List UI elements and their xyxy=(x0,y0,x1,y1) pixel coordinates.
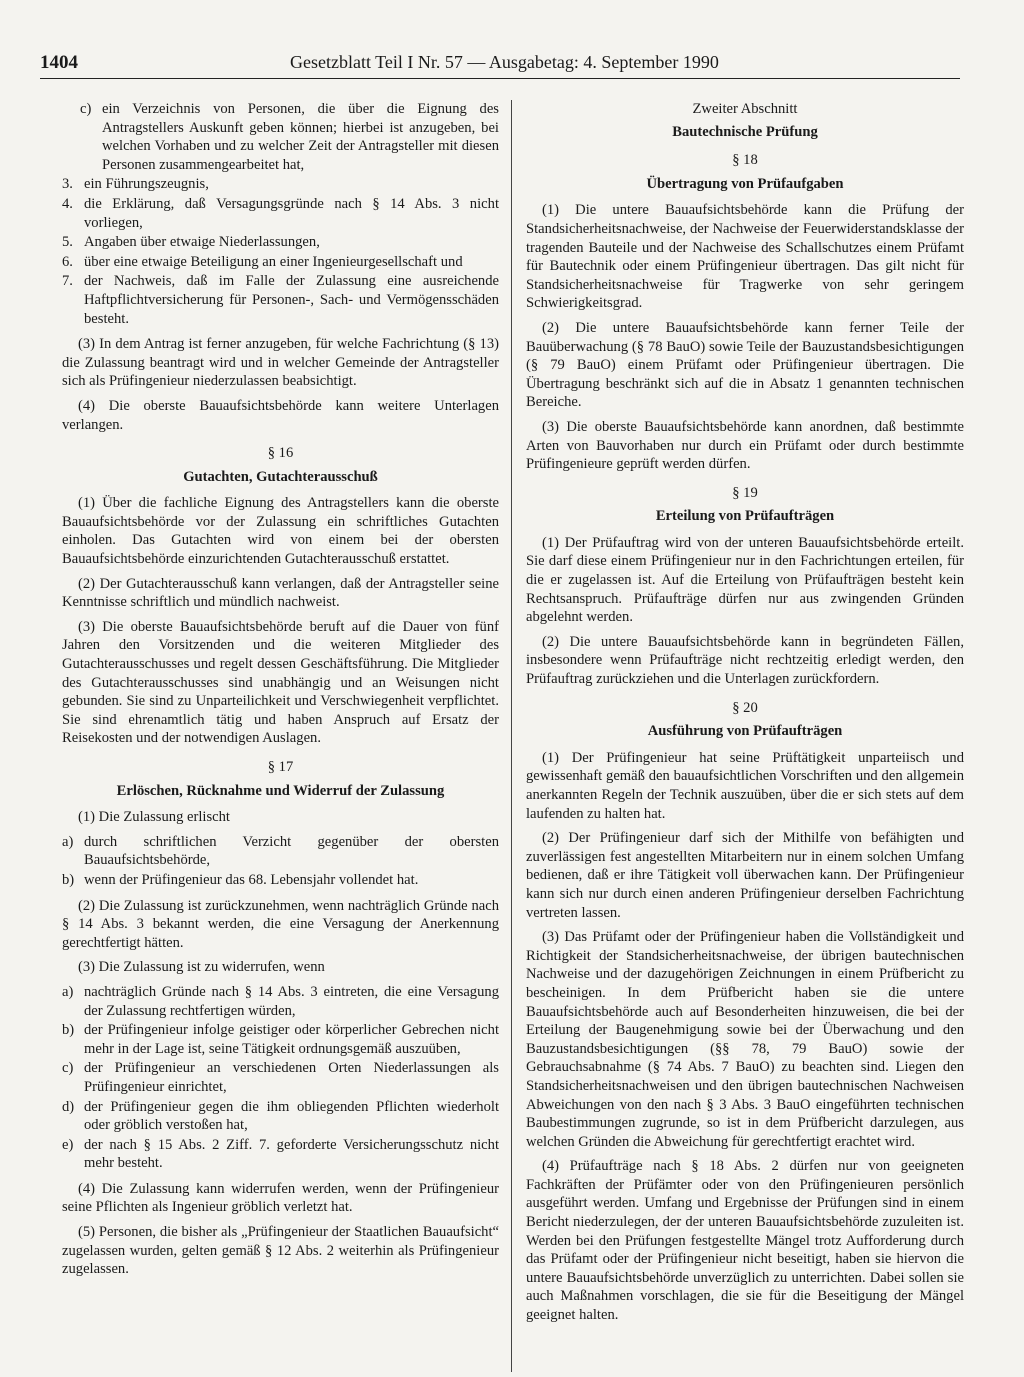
section-title-19: Erteilung von Prüfaufträgen xyxy=(655,508,835,525)
list-item xyxy=(62,1059,499,1096)
list-item xyxy=(62,1098,499,1135)
part-heading: Zweiter Abschnitt xyxy=(692,101,798,117)
section-heading-18: § 18 xyxy=(732,152,758,169)
paragraph: (3) Die oberste Bauaufsichtsbehörde kann anordnen, daß bestimmte Arten von Bauvorhaben nur durch ein Prüfamt oder durch bestimmte Prüfingenieure geprüft werden dürfen. xyxy=(526,418,964,473)
right-column xyxy=(526,100,964,1331)
column-divider xyxy=(511,100,512,1372)
list-text: Angaben über etwaige Niederlassungen, xyxy=(84,234,320,251)
list-text: der Prüfingenieur infolge geistiger oder körperlicher Gebrechen nicht mehr in der Lage ist, seine Tätigkeit ordnungsgemäß auszuüben, xyxy=(84,1022,499,1057)
paragraph: (1) Der Prüfingenieur hat seine Prüftätigkeit unparteiisch und gewissenhaft gemäß den bauaufsichtlichen Vorschriften und den allgemein anerkannten Regeln der Technik auszuüben, über die er sich stets auf dem laufenden zu halten hat. xyxy=(526,749,964,822)
paragraph: (3) Das Prüfamt oder der Prüfingenieur haben die Vollständigkeit und Richtigkeit der Standsicherheitsnachweise, der übrigen bautechnischen Nachweise und der dazugehörigen Zeichnungen in einem Prüfbericht zu bescheinigen. In dem Prüfbericht haben sie die untere Bauaufsichtsbehörde auch auf Besonderheiten hinzuweisen, die bei der Erteilung der Baugenehmigung sowie bei der Überwachung und den Bauzustandsbesichtigungen (§§ 78, 79 BauO) sowie der Gebrauchsabnahme (§ 74 Abs. 7 BauO) zu beachten sind. Liegen den Standsicherheitsnachweisen und den übrigen bautechnischen Nachweisen Abweichungen von den nach § 3 Abs. 3 BauO eingeführten technischen Baubestimmungen zugrunde, so ist in dem Prüfbericht darzulegen, aus welchen Gründen die Abweichung für gerechtfertigt erachtet wird. xyxy=(526,929,964,1150)
paragraph: (5) Personen, die bisher als „Prüfingenieur der Staatlichen Bauaufsicht“ zugelassen wurden, gelten gemäß § 12 Abs. 2 weiterhin als Prüfingenieur zugelassen. xyxy=(62,1224,499,1278)
list-text: nachträglich Gründe nach § 14 Abs. 3 eintreten, die eine Versagung der Zulassung rechtfertigen würden, xyxy=(84,983,499,1019)
section-title-20: Ausführung von Prüfaufträgen xyxy=(647,723,843,740)
left-column xyxy=(62,100,499,1285)
list-item xyxy=(62,833,499,870)
section-heading-17: § 17 xyxy=(267,759,294,775)
paragraph: (3) Die Zulassung ist zu widerrufen, wenn xyxy=(78,959,325,976)
list-marker: e) xyxy=(62,1136,74,1153)
section-title-16: Gutachten, Gutachterausschuß xyxy=(183,468,378,485)
list-text: wenn der Prüfingenieur das 68. Lebensjahr vollendet hat. xyxy=(84,871,419,888)
list-marker: c) xyxy=(80,101,92,117)
list-text: die Erklärung, daß Versagungsgründe nach § 14 Abs. 3 nicht vorliegen, xyxy=(84,195,499,231)
list-item xyxy=(62,1136,499,1173)
paragraph: (2) Die untere Bauaufsichtsbehörde kann ferner Teile der Bauüberwachung (§ 78 BauO) sowie Teile der Bauzustandsbesichtigungen (§ 79 BauO) einem Prüfamt oder Prüfingenieur übertragen. Die Übertragung beschränkt sich auf die in Absatz 1 genannten technischen Bereiche. xyxy=(526,319,964,411)
part-title: Bautechnische Prüfung xyxy=(672,123,818,140)
section-title-18: Übertragung von Prüfaufgaben xyxy=(646,175,844,192)
page-header xyxy=(40,52,960,79)
list-text: über eine etwaige Beteiligung an einer Ingenieurgesellschaft und xyxy=(84,253,463,270)
paragraph: (1) Die untere Bauaufsichtsbehörde kann die Prüfung der Standsicherheitsnachweise, der Nachweise der Feuerwiderstandsklasse der tragenden Bauteile und der Nachweise des Schallschutzes einem Prüfamt für Bautechnik oder einem Prüfingenieur übertragen. Das gilt nicht für Standsicherheitsnachweise für Tragwerke von sehr geringem Schwierigkeitsgrad. xyxy=(526,202,964,312)
page-number: 1404 xyxy=(40,52,78,73)
list-marker: 4. xyxy=(62,195,73,212)
list-text: der Prüfingenieur gegen die ihm obliegenden Pflichten wiederholt oder gröblich verstoßen hat, xyxy=(84,1098,499,1134)
list-marker: b) xyxy=(62,1022,75,1039)
paragraph: (4) Prüfaufträge nach § 18 Abs. 2 dürfen nur von geeigneten Fachkräften der Prüfämter oder von den Prüfingenieuren persönlich ausgeführt werden. Umfang und Ergebnisse der Prüfungen sind in einem Bericht niederzulegen, der der unteren Bauaufsichtsbehörde zuzuleiten ist. Werden bei den Prüfungen festgestellte Mängel trotz Aufforderung durch das Prüfamt oder der Prüfingenieur nicht beseitigt, haben sie hiervon die untere Bauaufsichtsbehörde unverzüglich zu unterrichten. Dabei sollen sie auch Maßnahmen vorschlagen, die sie für die Beseitigung der Mängel geeignet halten. xyxy=(526,1158,964,1324)
paragraph: (4) Die oberste Bauaufsichtsbehörde kann weitere Unterlagen verlangen. xyxy=(62,397,499,433)
list-text: der Prüfingenieur an verschiedenen Orten Niederlassungen als Prüfingenieur einrichtet, xyxy=(84,1060,499,1095)
list-text: ein Verzeichnis von Personen, die über die Eignung des Antragstellers Auskunft geben können; hierbei ist anzugeben, bei welchen Vorhaben und zu welcher Zeit der Antragsteller mit diesen Personen zusammengearbeitet hat, xyxy=(102,101,499,173)
list-marker: c) xyxy=(62,1060,74,1077)
paragraph: (3) In dem Antrag ist ferner anzugeben, für welche Fachrichtung (§ 13) die Zulassung beantragt wird und in welcher Gemeinde der Antragsteller sich als Prüfingenieur niederzulassen beabsichtigt. xyxy=(62,336,499,390)
list-marker: b) xyxy=(62,871,75,888)
list-marker: a) xyxy=(62,833,74,850)
list-item xyxy=(62,233,499,252)
running-title: Gesetzblatt Teil I Nr. 57 — Ausgabetag: 4. September 1990 xyxy=(290,52,719,72)
list-marker: 5. xyxy=(62,234,73,251)
list-text: der Nachweis, daß im Falle der Zulassung eine ausreichende Haftpflichtversicherung für Personen-, Sach- und Vermögensschäden besteht. xyxy=(84,273,499,327)
section-heading-16: § 16 xyxy=(267,445,294,462)
list-marker: 7. xyxy=(62,273,73,290)
paragraph: (1) Der Prüfauftrag wird von der unteren Bauaufsichtsbehörde erteilt. Sie darf diese einem Prüfingenieur nur in den Fachrichtungen erteilen, für die er zugelassen ist. Auf die Erteilung von Prüfaufträgen besteht kein Rechtsanspruch. Prüfaufträge dürfen nur aus zwingenden Gründen abgelehnt werden. xyxy=(526,534,964,626)
list-item xyxy=(62,253,499,272)
list-text: durch schriftlichen Verzicht gegenüber der obersten Bauaufsichtsbehörde, xyxy=(84,833,499,869)
list-text: ein Führungszeugnis, xyxy=(84,176,209,193)
paragraph: (3) Die oberste Bauaufsichtsbehörde beruft auf die Dauer von fünf Jahren den Vorsitzenden und die weiteren Mitglieder des Gutachterausschusses und regelt dessen Geschäftsführung. Die Mitglieder des Gutachterausschusses sind unabhängig und an Weisungen nicht gebunden. Sie sind zu Unparteilichkeit und Verschwiegenheit verpflichtet. Sie sind ehrenamtlich tätig und haben Anspruch auf Ersatz der Reisekosten und der notwendigen Auslagen. xyxy=(62,618,499,747)
list-marker: a) xyxy=(62,983,74,1000)
list-item xyxy=(62,100,499,174)
paragraph: (1) Über die fachliche Eignung des Antragstellers kann die oberste Bauaufsichtsbehörde vor der Zulassung ein schriftliches Gutachten einholen. Das Gutachten wird von einem bei der obersten Bauaufsichtsbehörde einzurichtenden Gutachterausschuß erstattet. xyxy=(62,495,499,568)
list-text: der nach § 15 Abs. 2 Ziff. 7. geforderte Versicherungsschutz nicht mehr besteht. xyxy=(84,1136,499,1172)
list-item xyxy=(62,983,499,1020)
section-title-17: Erlöschen, Rücknahme und Widerruf der Zulassung xyxy=(116,782,445,799)
list-marker: 6. xyxy=(62,253,73,270)
paragraph: (2) Die Zulassung ist zurückzunehmen, wenn nachträglich Gründe nach § 14 Abs. 3 bekannt werden, die eine Versagung der Anerkennung gerechtfertigt hätten. xyxy=(62,897,499,951)
list-item xyxy=(62,175,499,194)
list-marker: 3. xyxy=(62,176,73,193)
paragraph: (1) Die Zulassung erlischt xyxy=(78,809,230,826)
paragraph: (4) Die Zulassung kann widerrufen werden, wenn der Prüfingenieur seine Pflichten als Ingenieur gröblich verletzt hat. xyxy=(62,1180,499,1216)
paragraph: (2) Die untere Bauaufsichtsbehörde kann in begründeten Fällen, insbesondere wenn Prüfaufträge nicht rechtzeitig erledigt werden, den Prüfauftrag zurückziehen und die Unterlagen zurückfordern. xyxy=(526,633,964,688)
list-item xyxy=(62,1021,499,1058)
list-marker: d) xyxy=(62,1098,75,1115)
paragraph: (2) Der Gutachterausschuß kann verlangen, daß der Antragsteller seine Kenntnisse schriftlich und mündlich nachweist. xyxy=(62,575,499,611)
list-item xyxy=(62,195,499,232)
section-heading-20: § 20 xyxy=(732,699,758,716)
list-item xyxy=(62,871,499,890)
section-heading-19: § 19 xyxy=(732,484,758,501)
list-item xyxy=(62,272,499,328)
paragraph: (2) Der Prüfingenieur darf sich der Mithilfe von befähigten und zuverlässigen fest angestellten Mitarbeitern nur in einem solchen Umfang bedienen, daß er ihre Tätigkeit voll überwachen kann. Der Prüfingenieur kann sich nur durch einen anderen Prüfingenieur derselben Fachrichtung vertreten lassen. xyxy=(526,830,964,921)
